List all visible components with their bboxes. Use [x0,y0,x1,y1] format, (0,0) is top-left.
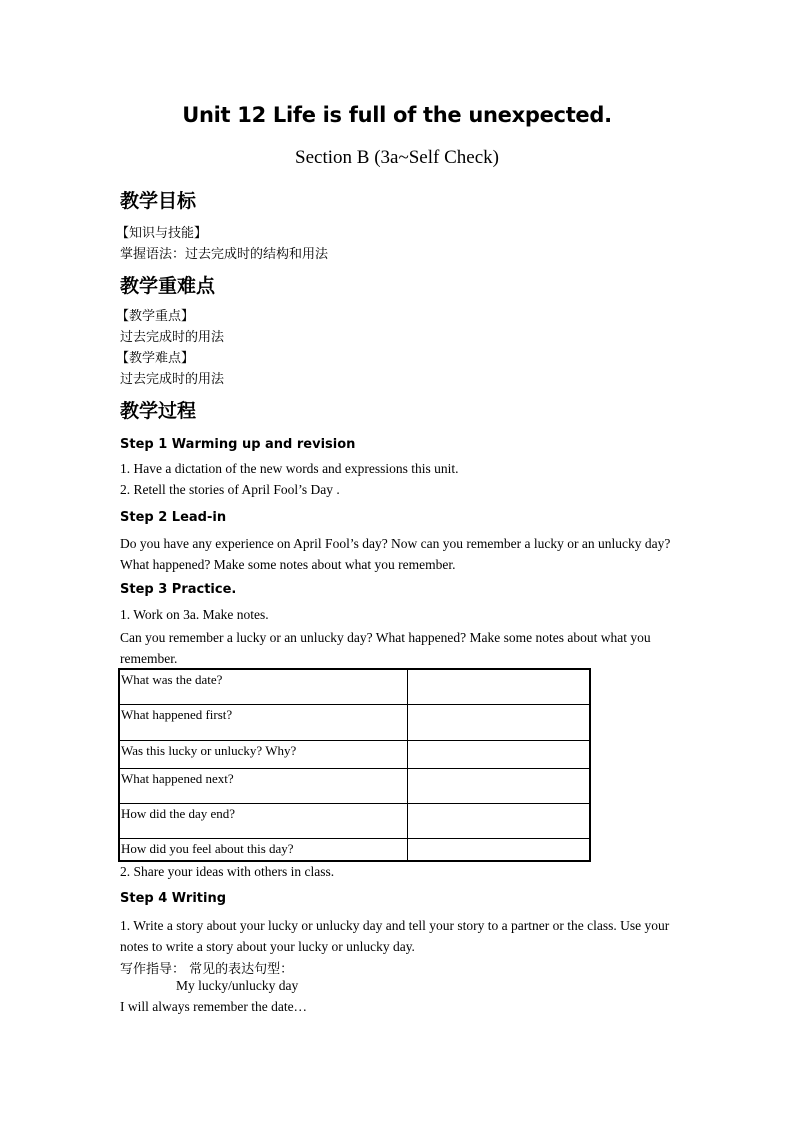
step2-text: Do you have any experience on April Fool’s day? Now can you remember a lucky or an unlucky day? What happened? Make some notes about what you remember. [120,536,671,572]
step3-line1: 1. Work on 3a. Make notes. [120,607,269,622]
focus-difficult-text: 过去完成时的用法 [120,372,225,387]
step4-title: Step 4 Writing [120,891,227,906]
table-answer-cell[interactable] [408,740,590,768]
step4-sample-title: My lucky/unlucky day [176,978,299,993]
goals-heading: 教学目标 [120,190,197,212]
table-question: What happened next? [119,768,408,803]
table-row [119,838,590,861]
table-question: How did you feel about this day? [119,838,408,861]
table-question: Was this lucky or unlucky? Why? [119,740,408,768]
focus-difficult-label: 【教学难点】 [116,351,195,366]
notes-table [118,668,591,862]
table-answer-cell[interactable] [408,669,590,704]
goals-text: 掌握语法：过去完成时的结构和用法 [120,247,329,262]
step2-title: Step 2 Lead-in [120,510,227,525]
focus-key-text: 过去完成时的用法 [120,330,225,345]
table-row [119,768,590,803]
table-answer-cell[interactable] [408,838,590,861]
table-answer-cell[interactable] [408,704,590,740]
table-question: What was the date? [119,669,408,704]
goals-label: 【知识与技能】 [116,226,208,241]
step4-line1: 1. Write a story about your lucky or unlucky day and tell your story to a partner or the class. Use your notes to write a story about your lucky or unlucky day. [120,918,670,954]
step4-guide: 写作指导： 常见的表达句型： [120,962,294,977]
page-subtitle: Section B (3a~Self Check) [295,147,499,168]
step3-line3: 2. Share your ideas with others in class. [120,864,335,879]
table-question: How did the day end? [119,803,408,838]
step3-line2: Can you remember a lucky or an unlucky day? What happened? Make some notes about what you remember. [120,630,651,666]
step1-line1: 1. Have a dictation of the new words and expressions this unit. [120,461,459,476]
table-row [119,669,590,704]
step3-title: Step 3 Practice. [120,582,237,597]
table-row [119,740,590,768]
table-question: What happened first? [119,704,408,740]
table-answer-cell[interactable] [408,768,590,803]
step4-sample-line: I will always remember the date… [120,999,308,1014]
focus-heading: 教学重难点 [120,275,216,297]
table-row [119,704,590,740]
process-heading: 教学过程 [120,400,197,422]
step1-title: Step 1 Warming up and revision [120,437,356,452]
page-title: Unit 12 Life is full of the unexpected. [182,103,612,127]
table-row [119,803,590,838]
table-answer-cell[interactable] [408,803,590,838]
step1-line2: 2. Retell the stories of April Fool’s Day . [120,482,340,497]
focus-key-label: 【教学重点】 [116,309,195,324]
